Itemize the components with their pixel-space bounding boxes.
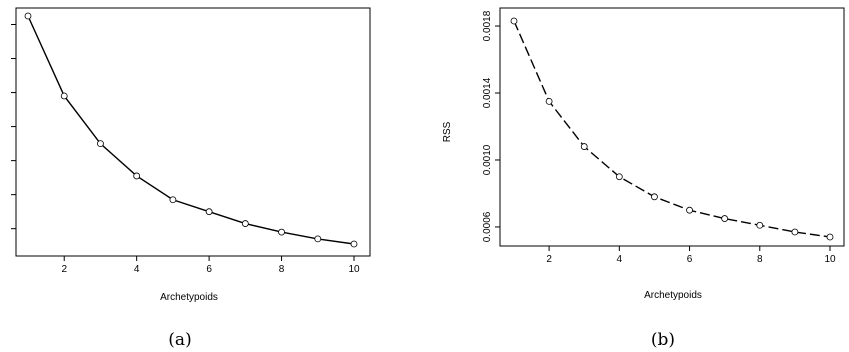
panel-b-y-ticks: [482, 10, 500, 242]
panel-a-x-axis-label: Archetypoids: [160, 292, 218, 303]
a-data-point: [315, 236, 321, 242]
panel-a-plot-frame: [16, 8, 370, 256]
a-data-point: [351, 241, 357, 247]
panel-a: [11, 8, 370, 350]
a-x-tick-label: 6: [206, 264, 212, 275]
panel-a-caption: (a): [168, 330, 192, 350]
a-x-tick-label: 4: [133, 264, 140, 275]
b-data-point: [581, 144, 587, 150]
b-y-tick-label: 0.0006: [482, 211, 493, 243]
a-series-line: [28, 16, 354, 244]
a-data-point: [170, 197, 176, 203]
a-data-point: [206, 209, 212, 215]
b-y-tick-label: 0.0010: [482, 144, 493, 176]
panel-a-x-ticks: [61, 256, 360, 275]
b-data-point: [792, 229, 798, 235]
b-data-point: [546, 98, 552, 104]
b-series-line: [514, 21, 830, 237]
a-data-point: [242, 221, 248, 227]
b-data-point: [722, 216, 728, 222]
panel-a-y-ticks: [11, 25, 16, 229]
a-x-tick-label: 10: [348, 264, 360, 275]
b-y-tick-label: 0.0014: [482, 77, 493, 109]
b-data-point: [616, 174, 622, 180]
b-data-point: [687, 207, 693, 213]
a-data-point: [134, 173, 140, 179]
b-x-tick-label: 2: [546, 254, 552, 265]
b-y-tick-label: 0.0018: [482, 10, 493, 42]
a-x-tick-label: 8: [278, 264, 285, 275]
panel-b: [442, 8, 844, 350]
panel-b-series: [511, 18, 833, 240]
a-data-point: [61, 93, 67, 99]
b-data-point: [827, 234, 833, 240]
panel-b-caption: (b): [650, 330, 676, 350]
panel-a-series: [25, 13, 357, 247]
b-x-tick-label: 8: [756, 254, 763, 265]
b-data-point: [511, 18, 517, 24]
a-data-point: [279, 229, 285, 235]
a-data-point: [25, 13, 31, 19]
a-x-tick-label: 2: [61, 264, 68, 275]
panel-b-y-axis-label: RSS: [442, 121, 453, 143]
b-x-tick-label: 4: [616, 254, 623, 265]
b-data-point: [651, 194, 657, 200]
panel-b-x-axis-label: Archetypoids: [644, 290, 702, 301]
panel-b-plot-frame: [500, 8, 844, 246]
panel-b-x-ticks: [546, 246, 836, 265]
b-x-tick-label: 10: [824, 254, 836, 265]
a-data-point: [97, 141, 103, 147]
b-data-point: [757, 222, 763, 228]
b-x-tick-label: 6: [686, 254, 693, 265]
